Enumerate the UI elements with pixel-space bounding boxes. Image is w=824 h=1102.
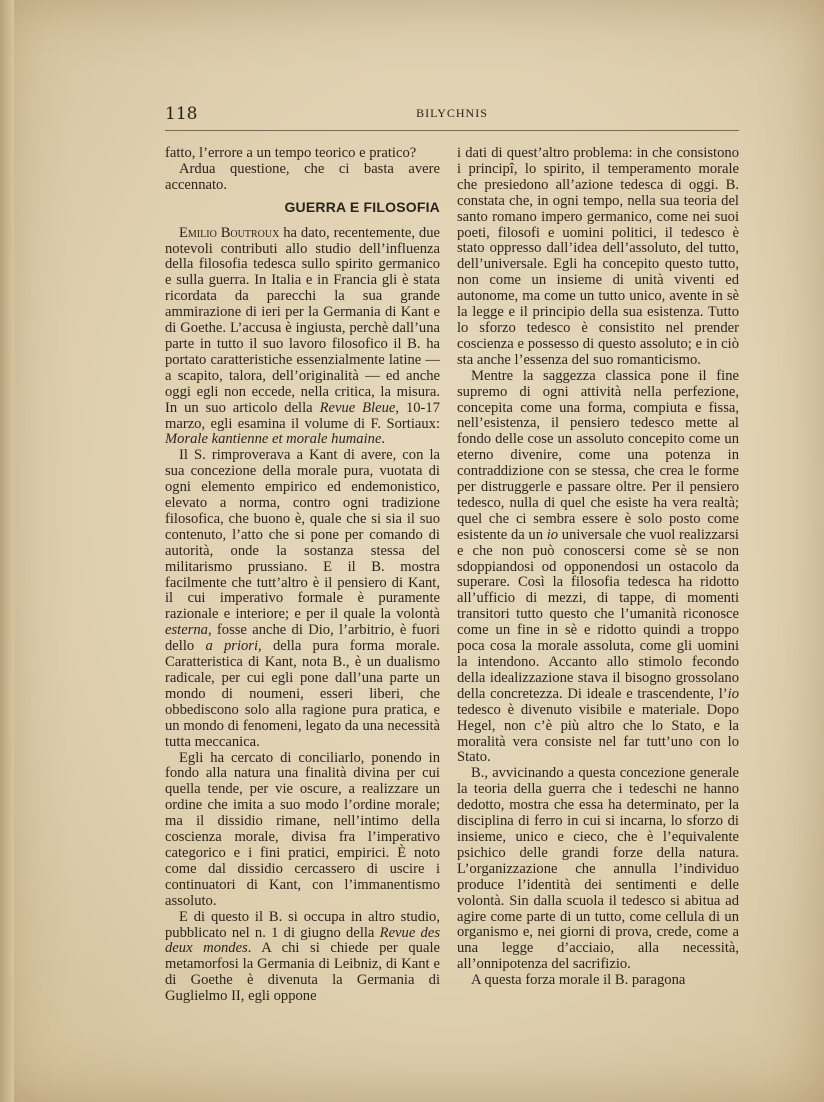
binding-edge: [0, 0, 14, 1102]
paragraph: i dati di quest’altro problema: in che consistono i principî, lo spirito, il temperamento morale che presiedono all’azione tedesca di oggi. B. constata che, in ogni tempo, nella sua teoria del santo romano impero germanico, come nei suoi poeti, filosofi e uomini politici, il tedesco è stato oppresso dall’idea dell’assoluto, del tutto, dell’universale. Egli ha concepito questo tutto, non come un insieme di unità viventi ed autonome, ma come un tutto unico, avente in sè la legge e il principio della sua esistenza. Tutto lo sforzo tedesco è consistito nel prender coscienza e possesso di questo assoluto; e in ciò sta anche l’essenza del suo romanticismo.: [457, 145, 739, 368]
book-title: Morale kantienne et morale humaine: [165, 431, 382, 448]
right-column: [457, 146, 739, 989]
paragraph: E di questo il B. si occupa in altro studio, pubblicato nel n. 1 di giugno della Revue des deux mondes. A chi si chiede per quale metamorfosi la Germania di Leibniz, di Kant e di Goethe è divenuta la Germania di Guglielmo II, egli oppone: [165, 908, 440, 1005]
paragraph: A questa forza morale il B. paragona: [471, 972, 686, 989]
paragraph: Ardua questione, che ci basta avere accennato.: [165, 160, 440, 193]
paragraph: fatto, l’errore a un tempo teorico e pratico?: [165, 145, 417, 161]
author-name: Emilio Boutroux: [179, 224, 280, 241]
page-number: 118: [165, 104, 198, 124]
paragraph: Emilio Boutroux ha dato, recentemente, due notevoli contributi allo studio dell’influenza della filosofia tedesca sullo spirito germanico e sulla guerra. In Italia e in Francia gli è stata ricordata da parecchi la sua grande ammirazione di ieri per la Germania di Kant e di Goethe. L’accusa è ingiusta, perchè dall’una parte in tutto il suo lavoro filosofico il B. ha portato caratteristiche essenzialmente latine — a scapito, talora, dell’originalità — ed anche oggi egli non eccede, nella critica, la misura. In un suo articolo della Revue Bleue, 10-17 marzo, egli esamina il volume di F. Sortiaux: Morale kantienne et morale humaine.: [165, 224, 440, 448]
paragraph: Egli ha cercato di conciliarlo, ponendo in fondo alla natura una finalità divina per cui quella tende, per vie oscure, a realizzare un ordine che imita a suo modo l’ordine morale; ma il dissidio rimane, nell’intimo della coscienza morale, divisa fra l’imperativo categorico e i fini pratici, empirici. È noto come dal dissidio cercassero di uscire i continuatori di Kant, con l’immanentismo assoluto.: [165, 749, 440, 909]
journal-title: Revue des deux mondes: [165, 924, 440, 957]
left-column: [165, 146, 440, 1005]
paragraph: B., avvicinando a questa concezione generale la teoria della guerra che i tedeschi ne hanno dedotto, mostra che essa ha determinato, per la disciplina di ferro in cui si incarna, lo sforzo di insieme, unico e cieco, che è l’equivalente psichico delle grandi forze della natura. L’organizzazione che annulla l’individuo produce l’identità dei sentimenti e delle volontà. Sin dalla scuola il tedesco si abitua ad agire come parte di un tutto, come cellula di un organismo e, nei giorni di prova, crede, come a una legge d’acciaio, alla necessità, all’onnipotenza del sacrifizio.: [457, 765, 739, 973]
running-title: BILYCHNIS: [416, 106, 488, 120]
page-header: [165, 104, 739, 131]
paragraph: Il S. rimproverava a Kant di avere, con la sua concezione della morale pura, vuotata di ogni elemento empirico ed endemonistico, elevato a norma, contro ogni tradizione filosofica, che buono è, quale che si sia il suo contenuto, l’atto che si pone per comando di autorità, onde la sostanza stessa del militarismo prussiano. E il B. mostra facilmente che tutt’altro è il pensiero di Kant, il cui imperativo formale è puramente razionale e interiore; e per il quale la volontà esterna, fosse anche di Dio, l’arbitrio, è fuori dello a priori, della pura forma morale. Caratteristica di Kant, nota B., è un dualismo radicale, per cui egli pone dall’una parte un mondo di noumeni, esseri liberi, che obbediscono solo alla ragione pura pratica, e un mondo di fenomeni, legato da una necessità tutta meccanica.: [165, 447, 440, 750]
paragraph: Mentre la saggezza classica pone il fine supremo di ogni attività nella perfezione, concepita come una forma, compiuta e fissa, nell’esistenza, il pensiero tedesco mette al fondo delle cose un assoluto concepito come un eterno divenire, come una potenza in contraddizione con se stessa, che crea le forme per distruggerle e passare oltre. Per il pensiero tedesco, nulla di quel che esiste ha vera realtà; quel che ci sembra essere è solo posto come esistente da un io universale che vuol realizzarsi e che non può conoscersi come sè se non sdoppiandosi od opponendosi un ostacolo da superare. Così la filosofia tedesca ha ridotto all’ufficio di mezzi, di tappe, di momenti transitori tutto questo che l’umanità riconosce come un fine in sè e ridotto quindi a troppo poca cosa la morale assoluta, come gli uomini la intendono. Accanto allo stimolo fecondo della idealizzazione stava il bisogno grossolano della concretezza. Di ideale e trascendente, l’io tedesco è divenuto visibile e materiale. Dopo Hegel, non c’è più altro che lo Stato, e la moralità vera consiste nel far tutt’uno con lo Stato.: [457, 367, 739, 766]
section-title: GUERRA E FILOSOFIA: [284, 198, 440, 215]
journal-title: Revue Bleue: [319, 399, 396, 416]
